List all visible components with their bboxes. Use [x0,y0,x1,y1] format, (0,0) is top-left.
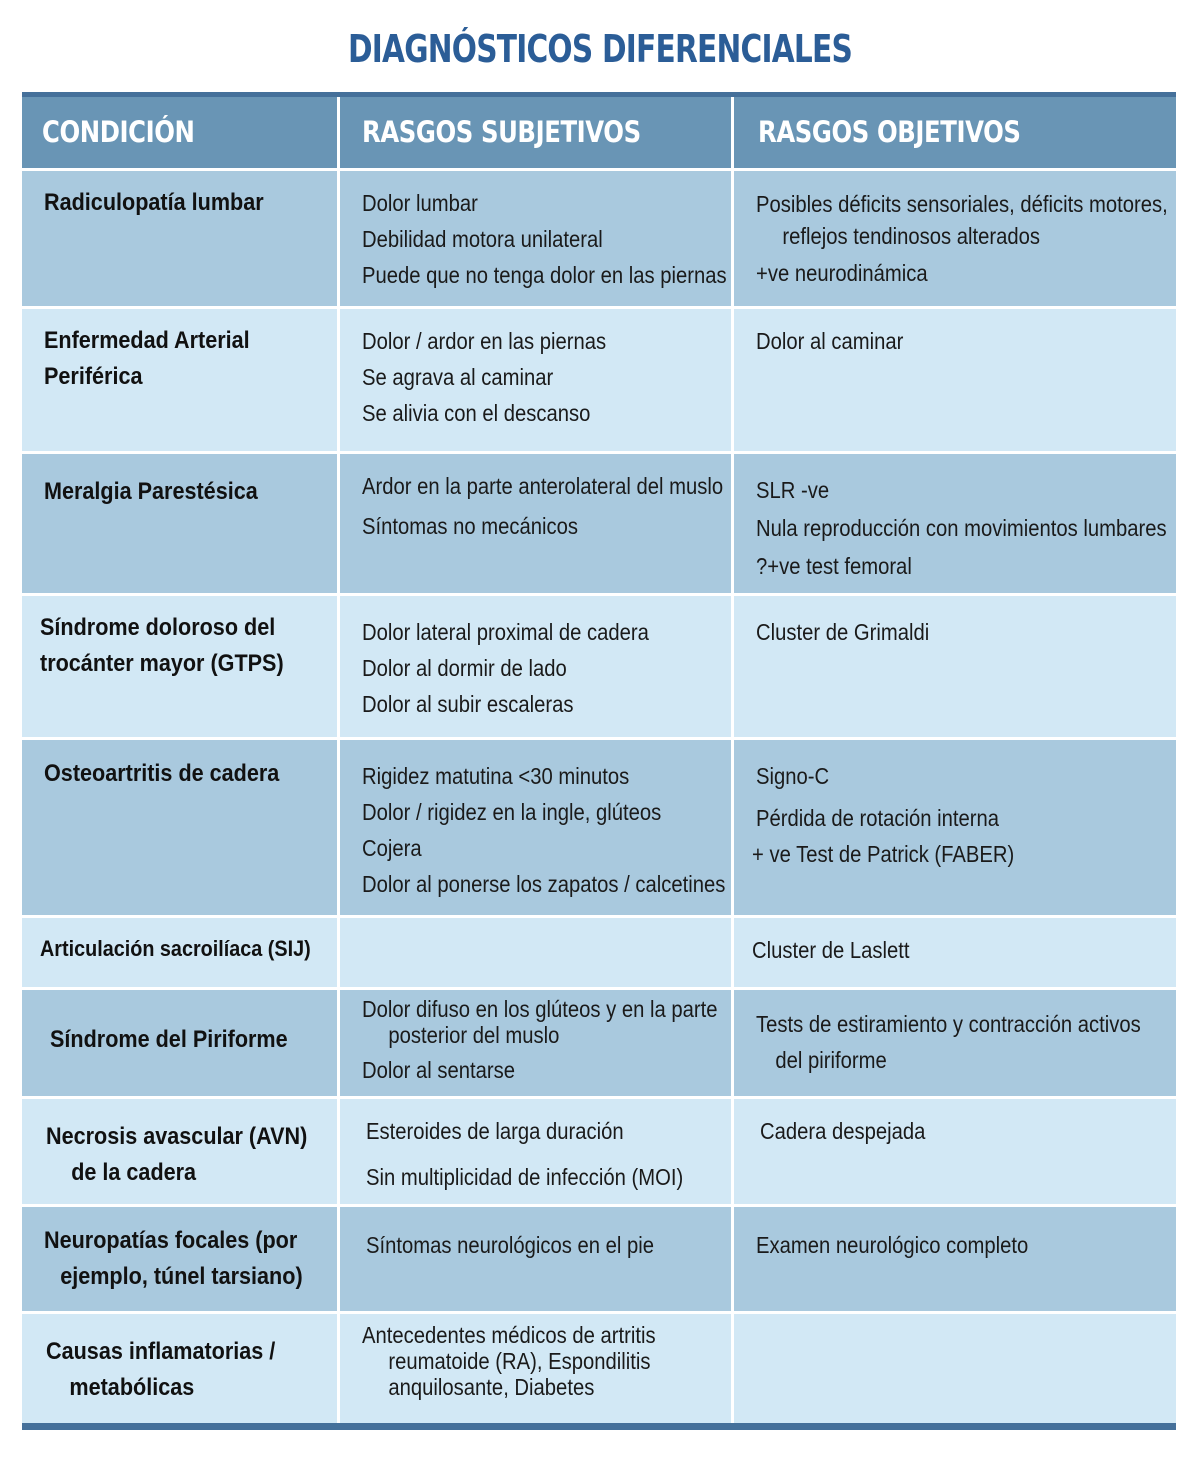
subjective-item: Dolor lateral proximal de cadera [361,618,649,645]
condition-cell [22,594,338,738]
table-row [22,1205,1176,1312]
subjective-item: Dolor / rigidez en la ingle, glúteos [361,798,661,825]
table-row [22,1312,1176,1427]
condition-cell [22,1312,338,1427]
condition-label: Necrosis avascular (AVN) [46,1122,308,1150]
condition-cell [22,307,338,452]
objective-cell [732,1205,1176,1312]
subjective-item: Dolor al sentarse [361,1056,515,1083]
condition-cell [22,916,338,988]
condition-cell [22,738,338,916]
subjective-item: Dolor lumbar [361,189,478,216]
objective-item: Posibles déficits sensoriales, déficits motores, [755,190,1168,217]
condition-label: Enfermedad Arterial [44,326,250,354]
condition-label: Articulación sacroilíaca (SIJ) [40,936,311,961]
table-row [22,988,1176,1097]
objective-cell [732,916,1176,988]
subjective-item: Síntomas no mecánicos [361,512,578,539]
subjective-cell [338,1205,732,1312]
subjective-item: Síntomas neurológicos en el pie [365,1231,654,1258]
table-row [22,452,1176,594]
subjective-cell [338,307,732,452]
objective-item: SLR -ve [755,476,829,503]
objective-item: del piriforme [774,1046,887,1073]
subjective-item: Se alivia con el descanso [361,399,590,426]
objective-item: Nula reproducción con movimientos lumbares [755,514,1167,541]
subjective-item: Antecedentes médicos de artritis [361,1321,656,1348]
objective-item: +ve neurodinámica [755,259,928,286]
condition-label: Síndrome doloroso del [40,613,276,641]
subjective-item: anquilosante, Diabetes [387,1373,594,1400]
subjective-item: Cojera [361,834,422,861]
header-row [22,97,1176,169]
subjective-item: Dolor al ponerse los zapatos / calcetines [361,870,725,897]
condition-label: Meralgia Parestésica [44,477,258,505]
subjective-cell [338,988,732,1097]
header-condition: CONDICIÓN [22,97,338,169]
condition-label: Causas inflamatorias / [46,1337,276,1365]
subjective-cell [338,916,732,988]
condition-label: Osteoartritis de cadera [44,759,280,787]
subjective-item: Debilidad motora unilateral [361,225,603,252]
objective-item: ?+ve test femoral [755,552,912,579]
subjective-cell [338,594,732,738]
objective-item: Cadera despejada [759,1117,925,1144]
objective-item: + ve Test de Patrick (FABER) [751,840,1014,867]
table-row [22,738,1176,916]
objective-item: Examen neurológico completo [755,1231,1028,1258]
table-row [22,594,1176,738]
condition-label: Neuropatías focales (por [44,1226,298,1254]
condition-label: de la cadera [71,1158,197,1186]
subjective-item: reumatoide (RA), Espondilitis [387,1347,651,1374]
objective-cell [732,1312,1176,1427]
subjective-item: Ardor en la parte anterolateral del muslo [361,472,723,499]
subjective-item: Dolor al dormir de lado [361,654,567,681]
objective-item: Signo-C [755,762,829,789]
subjective-item: Sin multiplicidad de infección (MOI) [365,1163,683,1190]
subjective-cell [338,1097,732,1205]
condition-cell [22,169,338,307]
subjective-item: posterior del muslo [387,1021,559,1048]
condition-label: Radiculopatía lumbar [44,188,264,216]
objective-item: Tests de estiramiento y contracción activos [755,1010,1141,1037]
objective-item: Cluster de Grimaldi [755,618,929,645]
subjective-item: Rigidez matutina <30 minutos [361,762,629,789]
subjective-cell [338,738,732,916]
subjective-item: Se agrava al caminar [361,363,553,390]
condition-label: metabólicas [69,1373,195,1401]
objective-cell [732,452,1176,594]
table-row [22,307,1176,452]
table-row [22,916,1176,988]
differential-diagnosis-table [22,92,1176,1430]
condition-label: ejemplo, túnel tarsiano) [60,1262,303,1290]
objective-item: Cluster de Laslett [751,937,910,963]
subjective-item: Dolor difuso en los glúteos y en la parte [361,995,718,1022]
condition-label: trocánter mayor (GTPS) [40,649,284,677]
table-row [22,169,1176,307]
objective-cell [732,738,1176,916]
table-row [22,1097,1176,1205]
condition-cell [22,1205,338,1312]
subjective-item: Esteroides de larga duración [365,1117,624,1144]
header-subjective: RASGOS SUBJETIVOS [338,97,732,169]
condition-cell [22,1097,338,1205]
condition-label: Síndrome del Piriforme [50,1025,288,1053]
objective-cell [732,307,1176,452]
subjective-item: Puede que no tenga dolor en las piernas [361,261,727,288]
page-title: DIAGNÓSTICOS DIFERENCIALES [347,27,853,71]
subjective-cell [338,452,732,594]
objective-cell [732,1097,1176,1205]
objective-item: Dolor al caminar [755,327,903,354]
objective-item: Pérdida de rotación interna [755,804,999,831]
condition-label: Periférica [44,362,143,390]
subjective-item: Dolor al subir escaleras [361,690,573,717]
objective-cell [732,594,1176,738]
subjective-item: Dolor / ardor en las piernas [361,327,606,354]
subjective-cell [338,1312,732,1427]
objective-cell [732,169,1176,307]
objective-item: reflejos tendinosos alterados [781,222,1040,249]
condition-cell [22,452,338,594]
header-objective: RASGOS OBJETIVOS [732,97,1176,169]
condition-cell [22,988,338,1097]
subjective-cell [338,169,732,307]
objective-cell [732,988,1176,1097]
